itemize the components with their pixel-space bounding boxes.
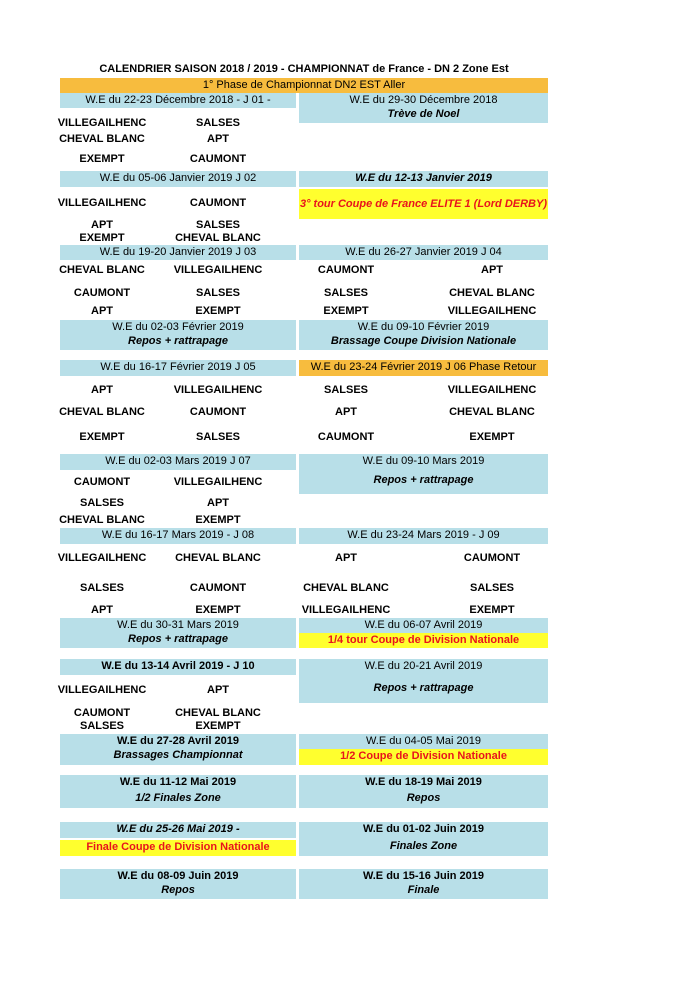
team: EXEMPT	[195, 720, 241, 732]
week-label: W.E du 05-06 Janvier 2019 J 02	[99, 172, 257, 184]
event-label: Brassage Coupe Division Nationale	[330, 335, 517, 347]
team: CAUMONT	[317, 431, 375, 443]
week-header-avr20	[299, 659, 548, 703]
week-label: W.E du 09-10 Février 2019	[357, 321, 490, 333]
team: CAUMONT	[73, 287, 131, 299]
week-header-j05	[60, 360, 296, 376]
event-label: Repos + rattrapage	[373, 682, 474, 694]
team: CHEVAL BLANC	[303, 582, 389, 594]
week-header-derby	[299, 171, 548, 187]
team: APT	[335, 552, 357, 564]
team: CAUMONT	[73, 707, 131, 719]
team: CAUMONT	[463, 552, 521, 564]
team: CAUMONT	[317, 264, 375, 276]
team: EXEMPT	[469, 431, 515, 443]
week-label: W.E du 11-12 Mai 2019	[119, 776, 237, 788]
team: APT	[207, 133, 229, 145]
team: CHEVAL BLANC	[59, 264, 145, 276]
week-label: W.E du 23-24 Mars 2019 - J 09	[347, 529, 500, 541]
event-label: Brassages Championnat	[113, 749, 243, 761]
team: CHEVAL BLANC	[175, 707, 261, 719]
week-header-j07	[60, 454, 296, 470]
team: SALSES	[79, 582, 124, 594]
team: APT	[91, 219, 113, 231]
week-label: W.E du 02-03 Mars 2019 J 07	[105, 455, 251, 467]
week-label: W.E du 01-02 Juin 2019	[362, 823, 485, 835]
team: SALSES	[195, 219, 240, 231]
week-label: W.E du 09-10 Mars 2019	[362, 455, 485, 467]
week-label: W.E du 25-26 Mai 2019 -	[116, 823, 240, 835]
week-header-noel	[299, 93, 548, 123]
team: CAUMONT	[189, 197, 247, 209]
team: VILLEGAILHENC	[57, 197, 147, 209]
team: APT	[91, 604, 113, 616]
team: VILLEGAILHENC	[447, 384, 537, 396]
team: SALSES	[79, 497, 124, 509]
week-header-avr06	[299, 618, 548, 633]
team: CHEVAL BLANC	[175, 232, 261, 244]
team: APT	[335, 406, 357, 418]
phase-label: 1° Phase de Championnat DN2 EST Aller	[202, 79, 406, 91]
week-label: W.E du 30-31 Mars 2019	[117, 619, 239, 631]
event-label: Repos + rattrapage	[128, 335, 228, 347]
team: VILLEGAILHENC	[173, 264, 263, 276]
event-label: Finales Zone	[389, 840, 458, 852]
team: APT	[91, 305, 113, 317]
phase-banner	[60, 78, 548, 93]
week-header-mai18	[299, 775, 548, 808]
team: CAUMONT	[189, 582, 247, 594]
team: EXEMPT	[79, 232, 125, 244]
event-label: Repos	[406, 792, 441, 804]
week-label: W.E du 26-27 Janvier 2019 J 04	[345, 246, 502, 258]
week-label: W.E du 02-03 Février 2019	[112, 321, 244, 333]
team: SALSES	[195, 431, 240, 443]
week-label: W.E du 27-28 Avril 2019	[116, 735, 240, 747]
event-label: Repos	[161, 884, 195, 896]
team: CHEVAL BLANC	[59, 133, 145, 145]
week-header-j03	[60, 245, 296, 260]
week-header-mar30	[60, 618, 296, 648]
team: EXEMPT	[323, 305, 369, 317]
team: VILLEGAILHENC	[173, 384, 263, 396]
week-header-j04	[299, 245, 548, 260]
week-label: W.E du 12-13 Janvier 2019	[355, 172, 492, 184]
team: SALSES	[79, 720, 124, 732]
week-label: W.E du 13-14 Avril 2019 - J 10	[101, 660, 255, 672]
week-header-juin15	[299, 869, 548, 899]
week-label: W.E du 20-21 Avril 2019	[364, 660, 483, 672]
week-header-avr27	[60, 734, 296, 765]
week-header-mar09	[299, 454, 548, 494]
event-derby: 3° tour Coupe de France ELITE 1 (Lord DERBY)	[299, 189, 548, 219]
team: EXEMPT	[79, 431, 125, 443]
team: CHEVAL BLANC	[449, 287, 535, 299]
week-header-mai11	[60, 775, 296, 808]
team: SALSES	[469, 582, 514, 594]
team: VILLEGAILHENC	[57, 117, 147, 129]
team: CAUMONT	[189, 153, 247, 165]
week-label: W.E du 06-07 Avril 2019	[364, 619, 483, 631]
team: EXEMPT	[195, 514, 241, 526]
team: APT	[91, 384, 113, 396]
week-label: W.E du 22-23 Décembre 2018 - J 01 -	[85, 94, 271, 106]
event-quart: 1/4 tour Coupe de Division Nationale	[299, 633, 548, 648]
team: APT	[207, 497, 229, 509]
team: APT	[481, 264, 503, 276]
team: CHEVAL BLANC	[449, 406, 535, 418]
week-label: W.E du 15-16 Juin 2019	[362, 870, 485, 882]
event-label: Finale	[407, 884, 440, 896]
week-label: W.E du 19-20 Janvier 2019 J 03	[99, 246, 257, 258]
team: EXEMPT	[79, 153, 125, 165]
week-header-j06	[299, 360, 548, 376]
week-header-j02	[60, 171, 296, 187]
week-label: W.E du 18-19 Mai 2019	[365, 776, 482, 788]
week-label: W.E du 23-24 Février 2019 J 06 Phase Retour	[310, 361, 537, 373]
team: VILLEGAILHENC	[57, 552, 147, 564]
event-label: Repos + rattrapage	[373, 474, 474, 486]
week-label: W.E du 16-17 Mars 2019 - J 08	[101, 529, 255, 541]
team: VILLEGAILHENC	[301, 604, 391, 616]
team: EXEMPT	[195, 305, 241, 317]
team: VILLEGAILHENC	[173, 476, 263, 488]
team: VILLEGAILHENC	[57, 684, 147, 696]
page-title: CALENDRIER SAISON 2018 / 2019 - CHAMPIONNAT de France - DN 2 Zone Est	[99, 63, 509, 75]
event-finale-cdn: Finale Coupe de Division Nationale	[60, 840, 296, 856]
week-header-mai25	[60, 822, 296, 838]
team: CHEVAL BLANC	[175, 552, 261, 564]
team: SALSES	[323, 384, 368, 396]
week-header-fev09	[299, 320, 548, 350]
team: CHEVAL BLANC	[59, 406, 145, 418]
team: CHEVAL BLANC	[59, 514, 145, 526]
team: SALSES	[195, 117, 240, 129]
week-header-juin08	[60, 869, 296, 899]
week-label: W.E du 08-09 Juin 2019	[117, 870, 239, 882]
week-label: W.E du 04-05 Mai 2019	[366, 735, 481, 747]
week-header-j08	[60, 528, 296, 544]
team: APT	[207, 684, 229, 696]
week-header-fev02	[60, 320, 296, 350]
team: SALSES	[323, 287, 368, 299]
team: VILLEGAILHENC	[447, 305, 537, 317]
event-label: 1/2 Finales Zone	[135, 792, 221, 804]
team: CAUMONT	[73, 476, 131, 488]
week-label: W.E du 16-17 Février 2019 J 05	[100, 361, 256, 373]
event-demi: 1/2 Coupe de Division Nationale	[299, 749, 548, 765]
team: SALSES	[195, 287, 240, 299]
week-header-j09	[299, 528, 548, 544]
event-label: Trève de Noel	[387, 108, 460, 120]
week-label: W.E du 29-30 Décembre 2018	[349, 94, 498, 106]
team: EXEMPT	[469, 604, 515, 616]
team: CAUMONT	[189, 406, 247, 418]
week-header-j01	[60, 93, 296, 108]
week-header-j10	[60, 659, 296, 675]
week-header-mai04	[299, 734, 548, 749]
week-header-juin01	[299, 822, 548, 856]
event-label: Repos + rattrapage	[128, 633, 228, 645]
team: EXEMPT	[195, 604, 241, 616]
